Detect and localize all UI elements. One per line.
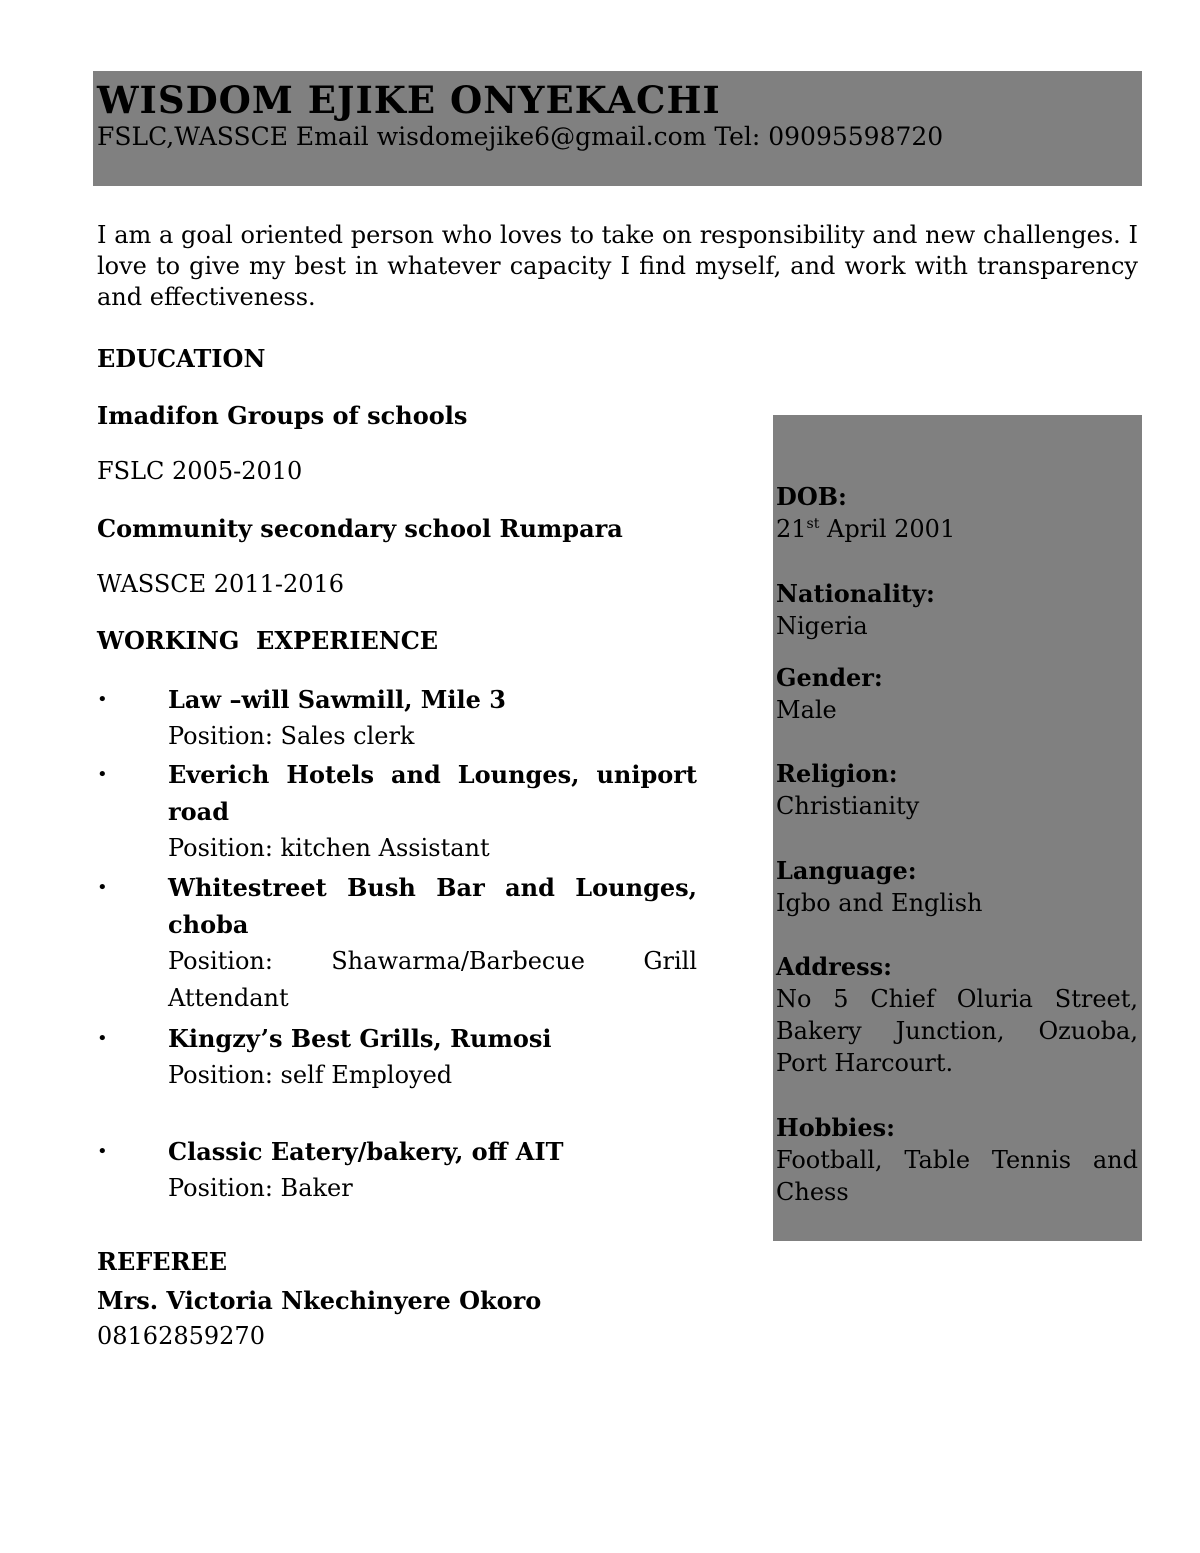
school-name: Community secondary school Rumpara	[97, 514, 623, 543]
job-position: Position: Shawarma/Barbecue Grill Attendant	[168, 947, 697, 1012]
job-company: Everich Hotels and Lounges, uniport road	[168, 760, 697, 826]
bullet-icon: •	[97, 877, 108, 898]
summary-paragraph: I am a goal oriented person who loves to take on responsibility and new challenges. I love to give my best in whatever capacity I find myself, and work with transparency and effectiveness.	[97, 221, 1138, 311]
school-qualification: WASSCE 2011-2016	[97, 570, 345, 598]
religion-value: Christianity	[776, 792, 920, 820]
gender-label: Gender:	[776, 663, 883, 692]
list-item	[97, 681, 697, 755]
language-field	[776, 855, 1138, 919]
job-company: Classic Eatery/bakery, off AIT	[168, 1137, 564, 1166]
religion-field	[776, 758, 1138, 822]
gender-field	[776, 662, 1138, 726]
address-label: Address:	[776, 952, 892, 981]
language-label: Language:	[776, 856, 917, 885]
school-qualification: FSLC 2005-2010	[97, 457, 303, 485]
education-heading: EDUCATION	[97, 344, 266, 373]
bullet-icon: •	[97, 1141, 108, 1162]
list-item	[97, 756, 697, 867]
referee-phone: 08162859270	[97, 1322, 265, 1350]
job-position: Position: Sales clerk	[168, 722, 415, 750]
job-position: Position: kitchen Assistant	[168, 834, 490, 862]
nationality-label: Nationality:	[776, 579, 935, 608]
nationality-value: Nigeria	[776, 612, 868, 640]
nationality-field	[776, 578, 1138, 642]
referee-name: Mrs. Victoria Nkechinyere Okoro	[97, 1286, 542, 1315]
bullet-icon: •	[97, 1028, 108, 1049]
address-value: No 5 Chief Oluria Street, Bakery Junction, Ozuoba, Port Harcourt.	[776, 985, 1138, 1077]
job-position: Position: self Employed	[168, 1061, 453, 1089]
job-position: Position: Baker	[168, 1174, 353, 1202]
hobbies-label: Hobbies:	[776, 1113, 896, 1142]
job-company: Law –will Sawmill, Mile 3	[168, 685, 506, 714]
list-item	[97, 869, 697, 1017]
hobbies-field	[776, 1112, 1138, 1208]
school-name: Imadifon Groups of schools	[97, 401, 468, 430]
dob-label: DOB:	[776, 482, 847, 511]
referee-heading: REFEREE	[97, 1247, 228, 1276]
list-item	[97, 1133, 697, 1207]
list-item	[97, 1020, 697, 1094]
dob-value: 21st April 2001	[776, 515, 956, 543]
address-field	[776, 951, 1138, 1079]
language-value: Igbo and English	[776, 889, 983, 917]
job-company: Whitestreet Bush Bar and Lounges, choba	[168, 873, 697, 939]
job-company: Kingzy’s Best Grills, Rumosi	[168, 1024, 552, 1053]
bullet-icon: •	[97, 764, 108, 785]
candidate-name: WISDOM EJIKE ONYEKACHI	[97, 78, 721, 122]
dob-field	[776, 481, 1138, 545]
contact-line: FSLC,WASSCE Email wisdomejike6@gmail.com Tel: 09095598720	[97, 122, 944, 151]
religion-label: Religion:	[776, 759, 898, 788]
experience-heading: WORKING EXPERIENCE	[97, 626, 439, 655]
hobbies-value: Football, Table Tennis and Chess	[776, 1146, 1138, 1206]
gender-value: Male	[776, 696, 837, 724]
bullet-icon: •	[97, 689, 108, 710]
